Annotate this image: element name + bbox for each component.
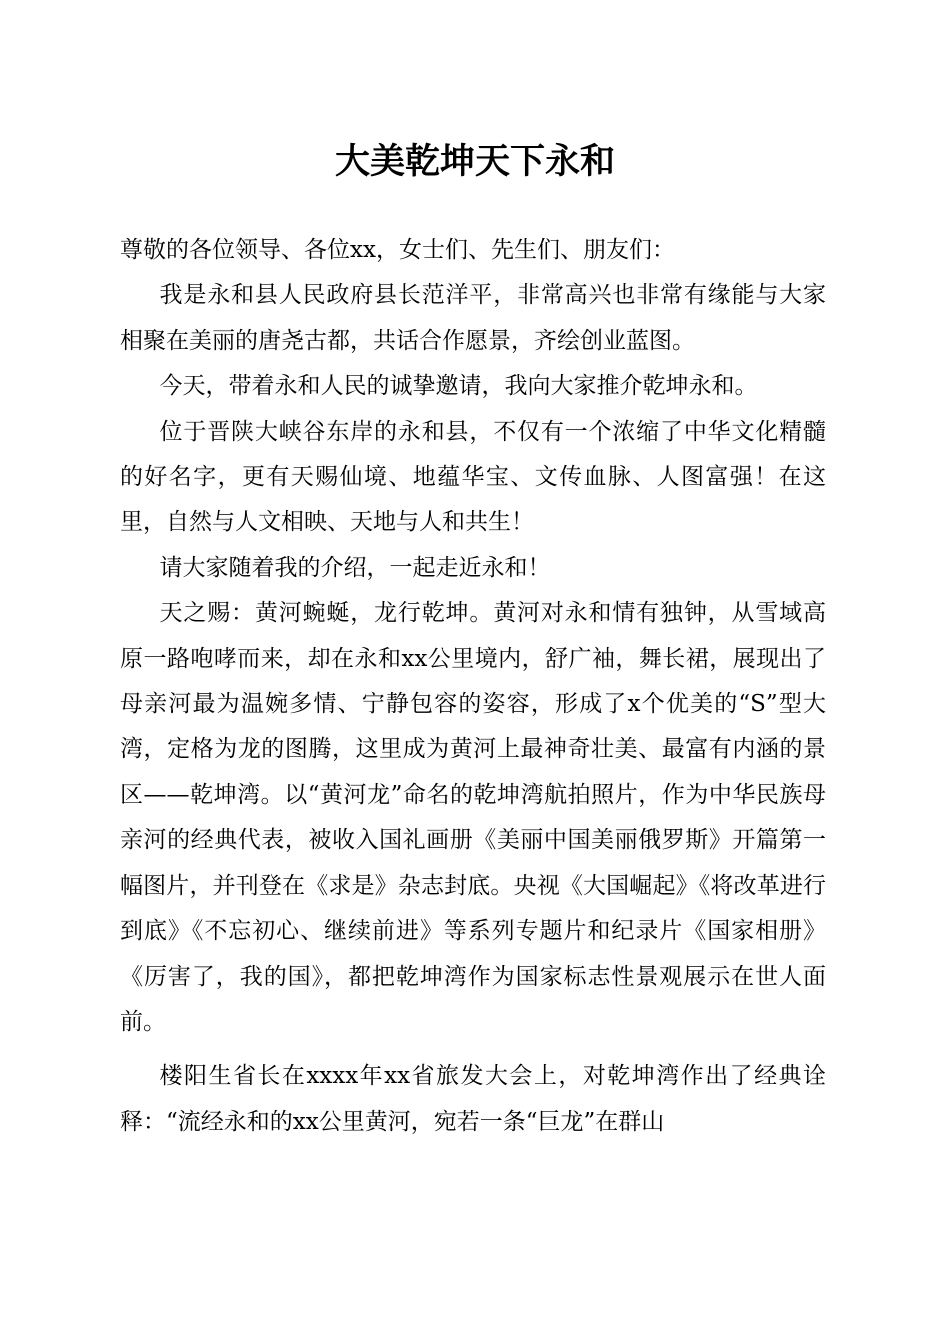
- paragraph-location: 位于晋陕大峡谷东岸的永和县，不仅有一个浓缩了中华文化精髓的好名字，更有天赐仙境、地蕴华宝、文传血脉、人图富强！在这里，自然与人文相映、天地与人和共生！: [120, 418, 826, 536]
- paragraph-yellow-river: 天之赐：黄河蜿蜒，龙行乾坤。黄河对永和情有独钟，从雪域高原一路咆哮而来，却在永和xx公里境内，舒广袖，舞长裙，展现出了母亲河最为温婉多情、宁静包容的姿容，形成了x个优美的“S”型大湾，定格为龙的图腾，这里成为黄河上最神奇壮美、最富有内涵的景区——乾坤湾。以“黄河龙”命名的乾坤湾航拍照片，作为中华民族母亲河的经典代表，被收入国礼画册《美丽中国美丽俄罗斯》开篇第一幅图片，并刊登在《求是》杂志封底。央视《大国崛起》《将改革进行到底》《不忘初心、继续前进》等系列专题片和纪录片《国家相册》《厉害了，我的国》，都把乾坤湾作为国家标志性景观展示在世人面前。: [120, 600, 826, 1035]
- document-title: 大美乾坤天下永和: [334, 141, 615, 182]
- document-body: [120, 228, 826, 1145]
- paragraph-invitation: 今天，带着永和人民的诚挚邀请，我向大家推介乾坤永和。: [159, 373, 758, 400]
- salutation: 尊敬的各位领导、各位xx，女士们、先生们、朋友们：: [120, 237, 675, 263]
- paragraph-intro: 我是永和县人民政府县长范洋平，非常高兴也非常有缘能与大家相聚在美丽的唐尧古都，共话合作愿景，齐绘创业蓝图。: [120, 282, 826, 354]
- paragraph-follow: 请大家随着我的介绍，一起走近永和！: [159, 554, 551, 581]
- paragraph-governor: 楼阳生省长在xxxx年xx省旅发大会上，对乾坤湾作出了经典诠释：“流经永和的xx公里黄河，宛若一条“巨龙”在群山: [120, 1063, 826, 1135]
